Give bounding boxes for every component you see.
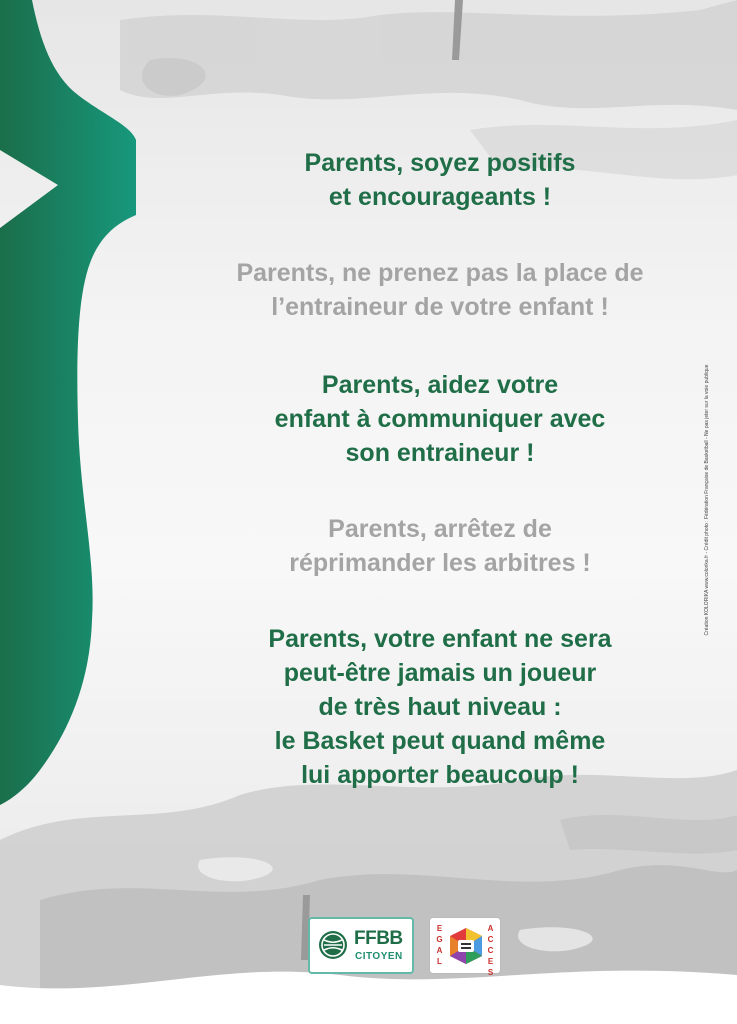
photo-credit: Création KOLORIKA www.colorika.fr - Crédit photo : Fédération Française de Basketball - Ne pas jeter sur la voie publique xyxy=(704,364,710,636)
basketball-icon xyxy=(317,929,349,961)
message-communicate: Parents, aidez votre enfant à communiquer avec son entraineur ! xyxy=(274,371,606,467)
acces-letters: A C C E S xyxy=(487,924,494,977)
ffbb-name: FFBB xyxy=(354,928,403,949)
egal-letters: E G A L xyxy=(436,924,443,966)
message-high-level: Parents, votre enfant ne sera peut-être jamais un joueur de très haut niveau : le Basket peut quand même lui apporter beaucoup ! xyxy=(268,625,612,789)
equality-emblem-icon xyxy=(447,926,485,966)
message-positive: Parents, soyez positifs et encourageants ! xyxy=(304,149,576,211)
ffbb-subtitle: CITOYEN xyxy=(355,951,403,962)
ffbb-citoyen-logo xyxy=(308,917,414,974)
egal-acces-logo xyxy=(429,917,501,977)
message-referees: Parents, arrêtez de réprimander les arbitres ! xyxy=(289,515,591,577)
messages-block xyxy=(140,140,737,792)
message-coach-place: Parents, ne prenez pas la place de l’entraineur de votre enfant ! xyxy=(236,259,644,321)
